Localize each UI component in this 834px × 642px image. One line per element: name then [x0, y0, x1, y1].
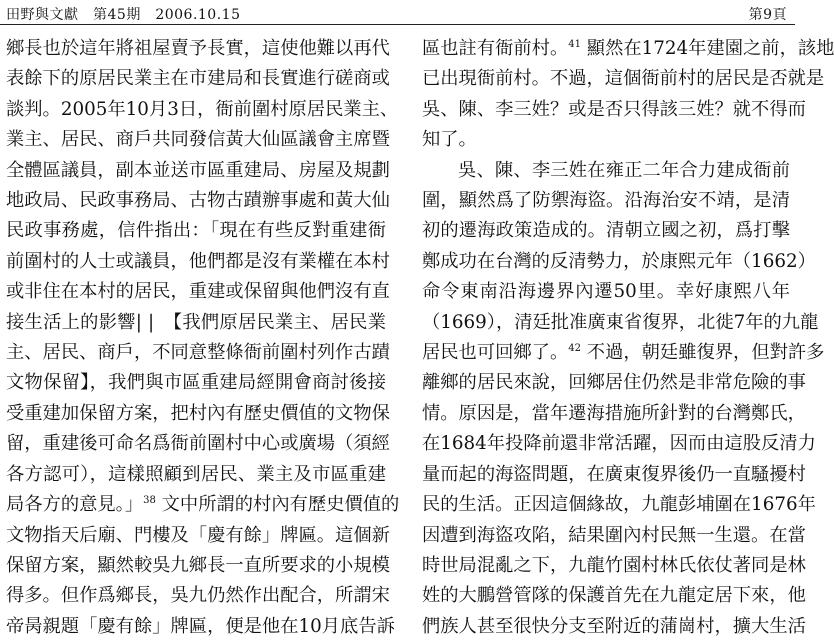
text-line — [6, 460, 386, 490]
text-line — [6, 277, 390, 307]
line-text: 業主、居民、商戶共同發信黃大仙區議會主席暨 — [6, 129, 390, 151]
line-text: 離鄉的居民來說，回鄉居住仍然是非常危險的事 — [422, 372, 806, 394]
line-text-cont: 顯然在1724年建園之前，該地 — [580, 38, 834, 59]
text-line — [6, 521, 390, 551]
text-line — [422, 64, 825, 94]
line-text: 前圍村的人士或議員，他們都是沒有業權在本村 — [6, 250, 390, 272]
right-text-column — [422, 34, 834, 642]
line-text: 鄭成功在台灣的反清勢力，於康熙元年（1662） — [422, 250, 816, 272]
line-text: 或非住在本村的居民，重建或保留與他們沒有直 — [6, 281, 390, 303]
left-text-column — [6, 34, 400, 642]
line-text: 在1684年投降前還非常活躍，因而由這股反清力 — [422, 433, 816, 455]
line-text-cont: 文中所謂的村內有歷史價值的 — [155, 494, 400, 516]
line-text: 民政事務處，信件指出：「現在有些反對重建衙 — [6, 220, 386, 242]
text-line — [422, 125, 790, 155]
line-text: 各方認可），這樣照顧到居民、業主及市區重建 — [6, 463, 386, 485]
line-text: 情。原因是，當年遷海措施所針對的台灣鄭氏， — [422, 402, 806, 424]
line-text: 留，重建後可命名爲衙前圍村中心或廣場（須經 — [6, 433, 390, 455]
line-text: 區也註有衙前村。 — [422, 38, 569, 59]
text-line — [6, 338, 390, 368]
line-text: 吳、陳、李三姓在雍正二年合力建成衙前 — [458, 159, 790, 181]
line-text: 時世局混亂之下，九龍竹園村林氏依仗著同是林 — [422, 554, 806, 576]
line-text: 鄉長也於這年將祖屋賣予長實，這使他難以再代 — [6, 38, 390, 59]
line-text: 局各方的意見。」 — [6, 494, 144, 516]
text-line — [422, 34, 834, 64]
text-line — [6, 490, 400, 520]
header-rule — [0, 24, 795, 25]
line-text: 因遭到海盜攻陷，結果圍內村民無一生還。在當 — [422, 524, 806, 546]
text-line — [422, 612, 806, 642]
text-line — [6, 95, 399, 125]
text-line — [422, 551, 806, 581]
text-line — [6, 429, 390, 459]
text-line — [422, 460, 806, 490]
page-number: 第9頁 — [748, 7, 787, 23]
text-line — [422, 247, 816, 277]
text-line — [6, 581, 390, 611]
text-line — [6, 308, 386, 338]
text-line — [422, 521, 806, 551]
line-text: 文物保留】，我們與市區重建局經開會商討後接 — [6, 372, 386, 394]
line-text: 得多。但作爲鄉長，吳九仍然作出配合，所謂宋 — [6, 585, 390, 607]
text-line — [6, 247, 390, 277]
text-line — [422, 429, 816, 459]
text-line — [422, 216, 790, 246]
text-line — [6, 125, 390, 155]
text-line — [6, 64, 390, 94]
line-text: 文物指天后廟、門樓及「慶有餘」牌匾。這個新 — [6, 524, 390, 546]
line-text: 談判。2005年10月3日，衙前圍村原居民業主、 — [6, 98, 399, 120]
line-text-cont: 不過，朝廷雖復界，但對許多 — [580, 342, 825, 364]
text-line — [6, 368, 386, 398]
line-text: 圍，顯然爲了防禦海盜。沿海治安不靖，是清 — [422, 190, 790, 212]
line-text: 們族人甚至很快分支至附近的蒲崗村，擴大生活 — [422, 615, 806, 637]
line-text: 受重建加保留方案，把村內有歷史價值的文物保 — [6, 402, 390, 424]
text-line — [6, 34, 390, 64]
text-line — [422, 156, 790, 186]
text-line — [422, 277, 790, 307]
line-text: 知了。 — [422, 129, 477, 151]
line-text: 吳、陳、李三姓？或是否只得該三姓？就不得而 — [422, 98, 806, 120]
line-text: 全體區議員，副本並送市區重建局、房屋及規劃 — [6, 159, 390, 181]
text-line — [422, 399, 806, 429]
text-line — [422, 95, 806, 125]
text-line — [6, 399, 390, 429]
line-text: 主、居民、商戶，不同意整條衙前圍村列作古蹟 — [6, 342, 390, 364]
line-text: 民的生活。正因這個緣故，九龍彭埔圍在1676年 — [422, 494, 816, 516]
text-line — [6, 216, 386, 246]
text-line — [422, 581, 806, 611]
line-text: 量而起的海盜問題，在廣東復界後仍一直騷擾村 — [422, 463, 806, 485]
text-line — [422, 490, 816, 520]
line-text: 帝昺親題「慶有餘」牌匾，便是他在10月底告訴 — [6, 615, 395, 637]
text-line — [6, 156, 390, 186]
text-line — [6, 186, 390, 216]
line-text: 保留方案，顯然較吳九鄉長一直所要求的小規模 — [6, 554, 390, 576]
line-text: 命令東南沿海邊界內遷50里。幸好康熙八年 — [422, 281, 790, 303]
footnote-ref: 42 — [568, 342, 581, 354]
text-line — [422, 368, 806, 398]
line-text: 接生活上的影響| | 【我們原居民業主、居民業 — [6, 311, 386, 333]
line-text: （1669），清廷批准廣東省復界，北徙7年的九龍 — [422, 311, 819, 333]
line-text: 初的遷海政策造成的。清朝立國之初，爲打擊 — [422, 220, 790, 242]
line-text: 姓的大鵬營管隊的保護首先在九龍定居下來，他 — [422, 585, 806, 607]
text-line — [422, 338, 825, 368]
footnote-ref: 38 — [143, 495, 156, 506]
line-text: 地政局、民政事務局、古物古蹟辦事處和黃大仙 — [6, 190, 390, 212]
text-line — [422, 186, 790, 216]
running-header-title: 田野與文獻 第45期 2006.10.15 — [6, 7, 241, 23]
line-text: 表餘下的原居民業主在市建局和長實進行磋商或 — [6, 68, 390, 90]
line-text: 居民也可回鄉了。 — [422, 342, 569, 364]
footnote-ref: 41 — [568, 38, 581, 50]
line-text: 已出現衙前村。不過，這個衙前村的居民是否就是 — [422, 68, 825, 90]
text-line — [422, 308, 819, 338]
text-line — [6, 612, 395, 642]
text-line — [6, 551, 390, 581]
